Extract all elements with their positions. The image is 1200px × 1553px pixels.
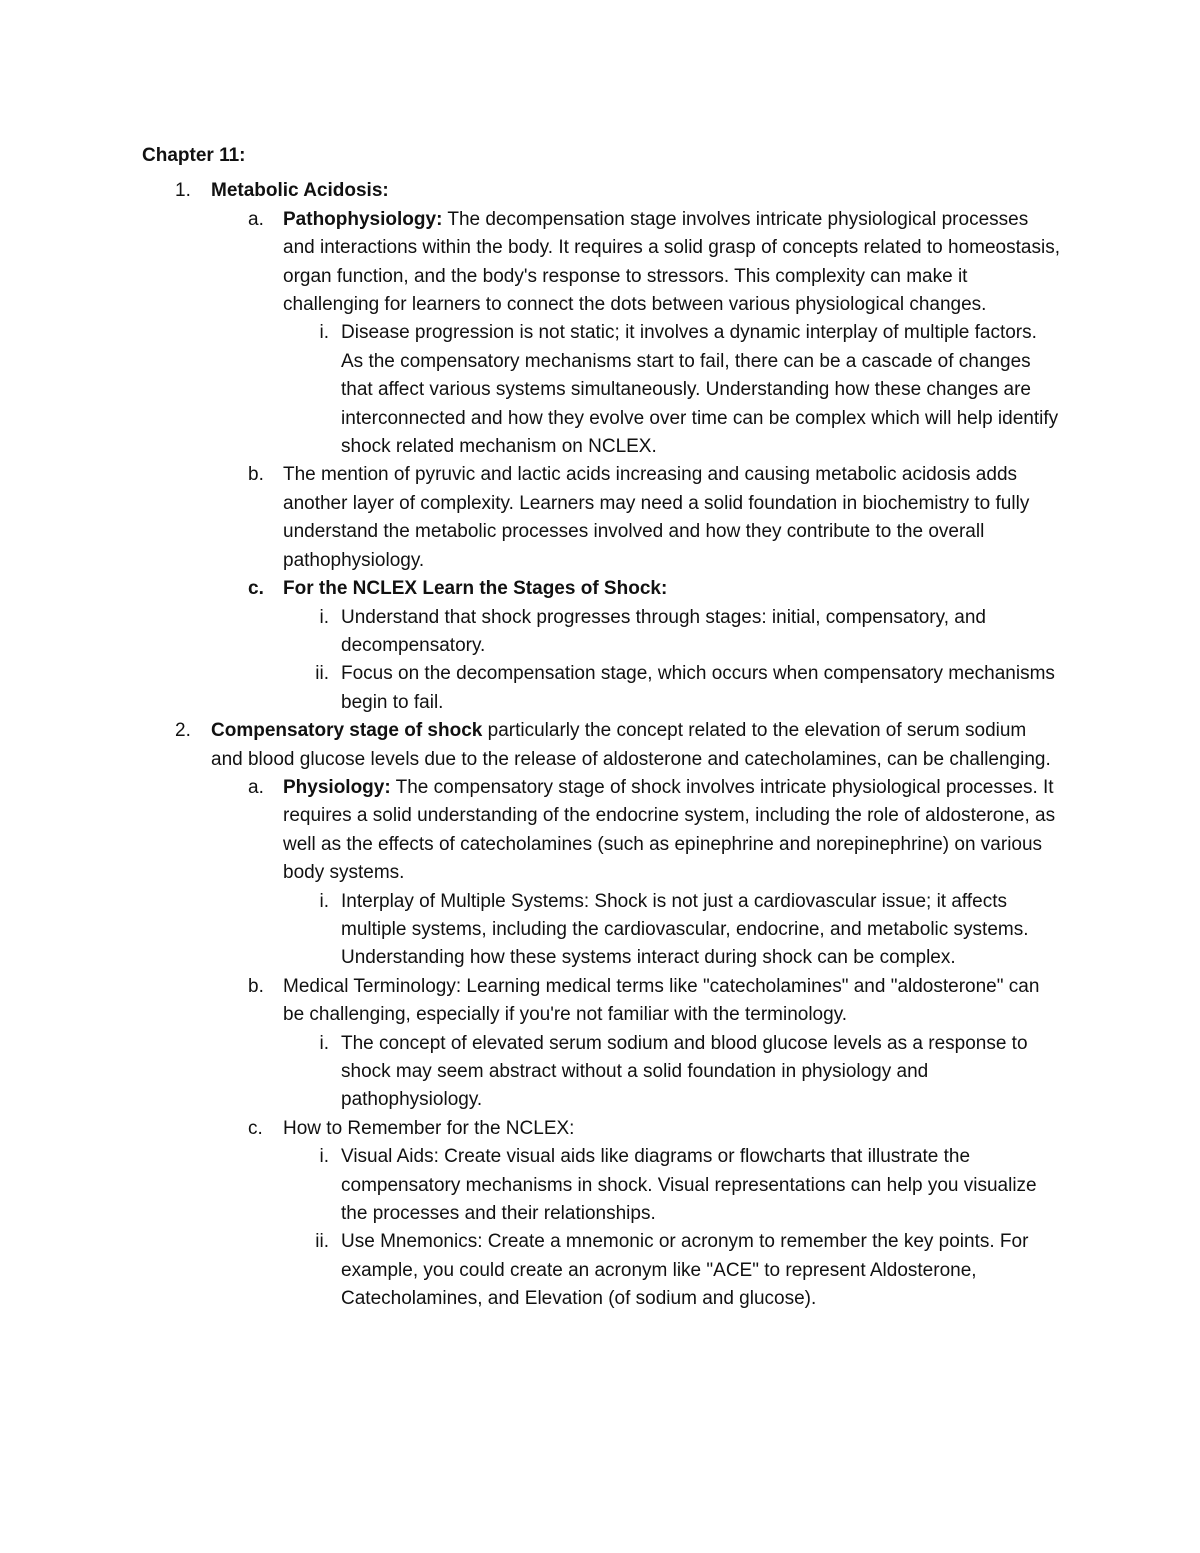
item-text: The decompensation stage involves intricate physiological processes and interactions within the body. It requires a solid grasp of concepts related to homeostasis, organ function, and the body's response to stressors. This complexity can make it challenging for learners to connect the dots between various physiological changes. — [283, 208, 1060, 316]
list-marker: c. — [248, 578, 264, 600]
list-marker: ii. — [315, 663, 329, 685]
list-item-1 — [142, 177, 1062, 205]
sub-item-1b — [142, 461, 1062, 575]
list-marker: a. — [248, 776, 264, 798]
sub-item-1c-i — [142, 604, 1062, 661]
list-marker: i. — [319, 890, 329, 912]
item-text: Use Mnemonics: Create a mnemonic or acronym to remember the key points. For example, you could create an acronym like "ACE" to represent Aldosterone, Catecholamines, and Elevation (of sodium and glucose). — [341, 1231, 1029, 1310]
item-text: Interplay of Multiple Systems: Shock is not just a cardiovascular issue; it affects multiple systems, including the cardiovascular, endocrine, and metabolic systems. Understanding how these systems interact during shock can be complex. — [341, 890, 1029, 969]
list-marker: 2. — [175, 720, 191, 742]
sub-item-2b-i — [142, 1030, 1062, 1115]
item-text: Medical Terminology: Learning medical terms like "catecholamines" and "aldosterone" can be challenging, especially if you're not familiar with the terminology. — [283, 975, 1040, 1026]
sub-item-2b — [142, 973, 1062, 1030]
sub-item-2c-i — [142, 1143, 1062, 1228]
sub-item-1a-i — [142, 319, 1062, 461]
list-item-2 — [142, 717, 1062, 774]
item-heading: Compensatory stage of shock — [211, 720, 483, 742]
list-marker: 1. — [175, 180, 191, 202]
sub-item-2a — [142, 774, 1062, 888]
item-text: Disease progression is not static; it involves a dynamic interplay of multiple factors. As the compensatory mechanisms start to fail, there can be a cascade of changes that affect various systems simultaneously. Understanding how these changes are interconnected and how they evolve over time can be complex which will help identify shock related mechanism on NCLEX. — [341, 322, 1059, 458]
item-heading: Pathophysiology: — [283, 208, 443, 230]
item-text: Focus on the decompensation stage, which occurs when compensatory mechanisms begin to fail. — [341, 663, 1055, 713]
list-marker: i. — [319, 322, 329, 344]
chapter-title: Chapter 11: — [142, 145, 246, 166]
item-text: The compensatory stage of shock involves intricate physiological processes. It requires a solid understanding of the endocrine system, including the role of aldosterone, as well as the effects of catecholamines (such as epinephrine and norepinephrine) on various body systems. — [283, 776, 1056, 884]
sub-item-1c-ii — [142, 660, 1062, 717]
item-heading: Metabolic Acidosis: — [211, 180, 389, 202]
item-text: Visual Aids: Create visual aids like diagrams or flowcharts that illustrate the compensatory mechanisms in shock. Visual representations can help you visualize the processes and their relationships. — [341, 1146, 1037, 1225]
item-text: How to Remember for the NCLEX: — [283, 1117, 575, 1139]
list-marker: ii. — [315, 1231, 329, 1253]
list-marker: b. — [248, 464, 264, 486]
sub-item-1a — [142, 206, 1062, 320]
item-text: particularly the concept related to the elevation of serum sodium and blood glucose levels due to the release of aldosterone and catecholamines, can be challenging. — [211, 720, 1051, 770]
item-text: Understand that shock progresses through stages: initial, compensatory, and decompensatory. — [341, 606, 986, 656]
sub-item-2c-ii — [142, 1228, 1062, 1313]
sub-item-2a-i — [142, 888, 1062, 973]
list-marker: a. — [248, 208, 264, 230]
document-page — [142, 142, 1062, 1314]
list-marker: b. — [248, 975, 264, 997]
item-heading: For the NCLEX Learn the Stages of Shock: — [283, 578, 668, 600]
sub-item-2c — [142, 1115, 1062, 1143]
item-text: The mention of pyruvic and lactic acids increasing and causing metabolic acidosis adds another layer of complexity. Learners may need a solid foundation in biochemistry to fully understand the metabolic processes involved and how they contribute to the overall pathophysiology. — [283, 464, 1030, 571]
item-text: The concept of elevated serum sodium and blood glucose levels as a response to shock may seem abstract without a solid foundation in physiology and pathophysiology. — [341, 1032, 1028, 1111]
list-marker: c. — [248, 1117, 263, 1139]
list-marker: i. — [319, 1032, 329, 1054]
sub-item-1c — [142, 575, 1062, 603]
list-marker: i. — [319, 606, 329, 628]
item-heading: Physiology: — [283, 776, 391, 798]
list-marker: i. — [319, 1146, 329, 1168]
